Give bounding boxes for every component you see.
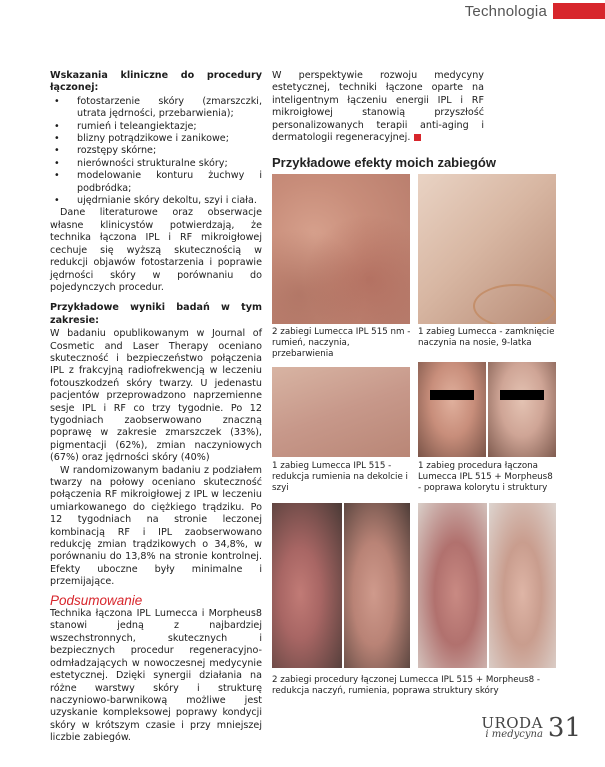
section-header [465,0,605,22]
eye-censor-bar [500,390,544,400]
list-item: • blizny potrądzikowe i zanikowe; [50,133,262,145]
photo-face-before [418,362,486,457]
photo-cheek-after-1 [344,503,410,668]
results-heading: Przykładowe wyniki badań w tym zakresie: [50,302,262,326]
photo-cheek-before-1 [272,503,342,668]
indications-list [50,96,262,208]
summary-heading: Podsumowanie [50,592,143,608]
section-label: Technologia [464,2,547,20]
list-item: • rozstępy skórne; [50,145,262,157]
results-paragraph-1: W badaniu opublikowanym w Journal of Cosmetic and Laser Therapy oceniano skuteczność i bezpieczeństwo połączenia IPL z frakcyjną radiofrekwencją w leczeniu fotouszkodzeń skóry twarzy. U jedenastu pacjentów przeprowadzono naprzemienne sesje IPL i RF co trzy tygodnie. Po 12 tygodniach zaobserwowano znaczną poprawę w zakresie zmarszczek (33%), pigmentacji (62%), zmian naczyniowych (67%) oraz jędrności skóry (40%) [50,328,262,464]
literature-paragraph: Dane literaturowe oraz obserwacje własne klinicystów potwierdzają, że technika łączona IPL i RF mikroigłowej cechuje się wyższą skutecznością w redukcji objawów fotostarzenia i poprawie jędrności skóry w porównaniu do pojedynczych procedur. [50,207,262,293]
magazine-logo: URODA i medycyna [481,714,543,740]
list-item: • fotostarzenie skóry (zmarszczki, utrata jędrności, przebarwienia); [50,96,262,121]
caption-3: 1 zabieg Lumecca IPL 515 - redukcja rumienia na dekolcie i szyi [272,461,408,493]
effects-heading: Przykładowe efekty moich zabiegów [272,155,496,170]
list-item: • rumień i teleangiektazje; [50,121,262,133]
right-column-text [272,70,484,144]
photo-face-after [488,362,556,457]
perspective-paragraph: W perspektywie rozwoju medycyny estetycznej, techniki łączone oparte na inteligentnym łączeniu energii IPL i RF mikroigłowej stanowią przyszłość personalizowanych terapii anti-aging i dermatologii regeneracyjnej. [272,70,484,144]
photo-cheek-after-2 [489,503,556,668]
photo-skin-redness [272,174,410,324]
results-paragraph-2: W randomizowanym badaniu z podziałem twarzy na połowy oceniano skuteczność połączenia RF mikroigłowej z IPL w leczeniu umiarkowanego do ciężkiego trądziku. Po 12 tygodniach na stronie leczonej kombinacją RF i IPL zaobserwowano redukcję zmian trądzikowych o 34,8%, w porównaniu do 13,8% na stronie kontrolnej. Efekty uboczne były minimalne i przemijające. [50,464,262,588]
caption-4: 1 zabieg procedura łączona Lumecca IPL 515 + Morpheus8 - poprawa kolorytu i struktury [418,461,553,493]
summary-paragraph: Technika łączona IPL Lumecca i Morpheus8 stanowi jedną z najbardziej wszechstronnych, skutecznych i bezpiecznych procedur regeneracyjno-odmładzających w nowoczesnej medycynie estetycznej. Dzięki synergii działania na różne warstwy skóry i strukturę naczyniowo-barwnikową możliwe jest uzyskanie kompleksowej poprawy kondycji skóry w krótszym czasie i przy mniejszej liczbie zabiegów. [50,608,262,744]
photo-nose-vessel [418,174,556,324]
page-footer [481,715,581,741]
eye-censor-bar [430,390,474,400]
indications-heading: Wskazania kliniczne do procedury łączonej: [50,70,262,94]
page-number: 31 [547,713,581,743]
photo-cheek-before-2 [418,503,487,668]
photo-decollete [272,367,410,457]
end-mark-icon [414,134,421,141]
list-item: • modelowanie konturu żuchwy i podbródka; [50,170,262,195]
list-item: • nierówności strukturalne skóry; [50,158,262,170]
caption-1: 2 zabiegi Lumecca IPL 515 nm - rumień, naczynia, przebarwienia [272,327,411,359]
left-column [50,70,262,745]
list-item: • ujędrnianie skóry dekoltu, szyi i ciała. [50,195,262,207]
section-color-bar [553,3,605,19]
caption-5: 2 zabiegi procedury łączonej Lumecca IPL 515 + Morpheus8 - redukcja naczyń, rumienia, poprawa struktury skóry [272,675,541,696]
caption-2: 1 zabieg Lumecca - zamknięcie naczynia na nosie, 9-latka [418,327,555,348]
